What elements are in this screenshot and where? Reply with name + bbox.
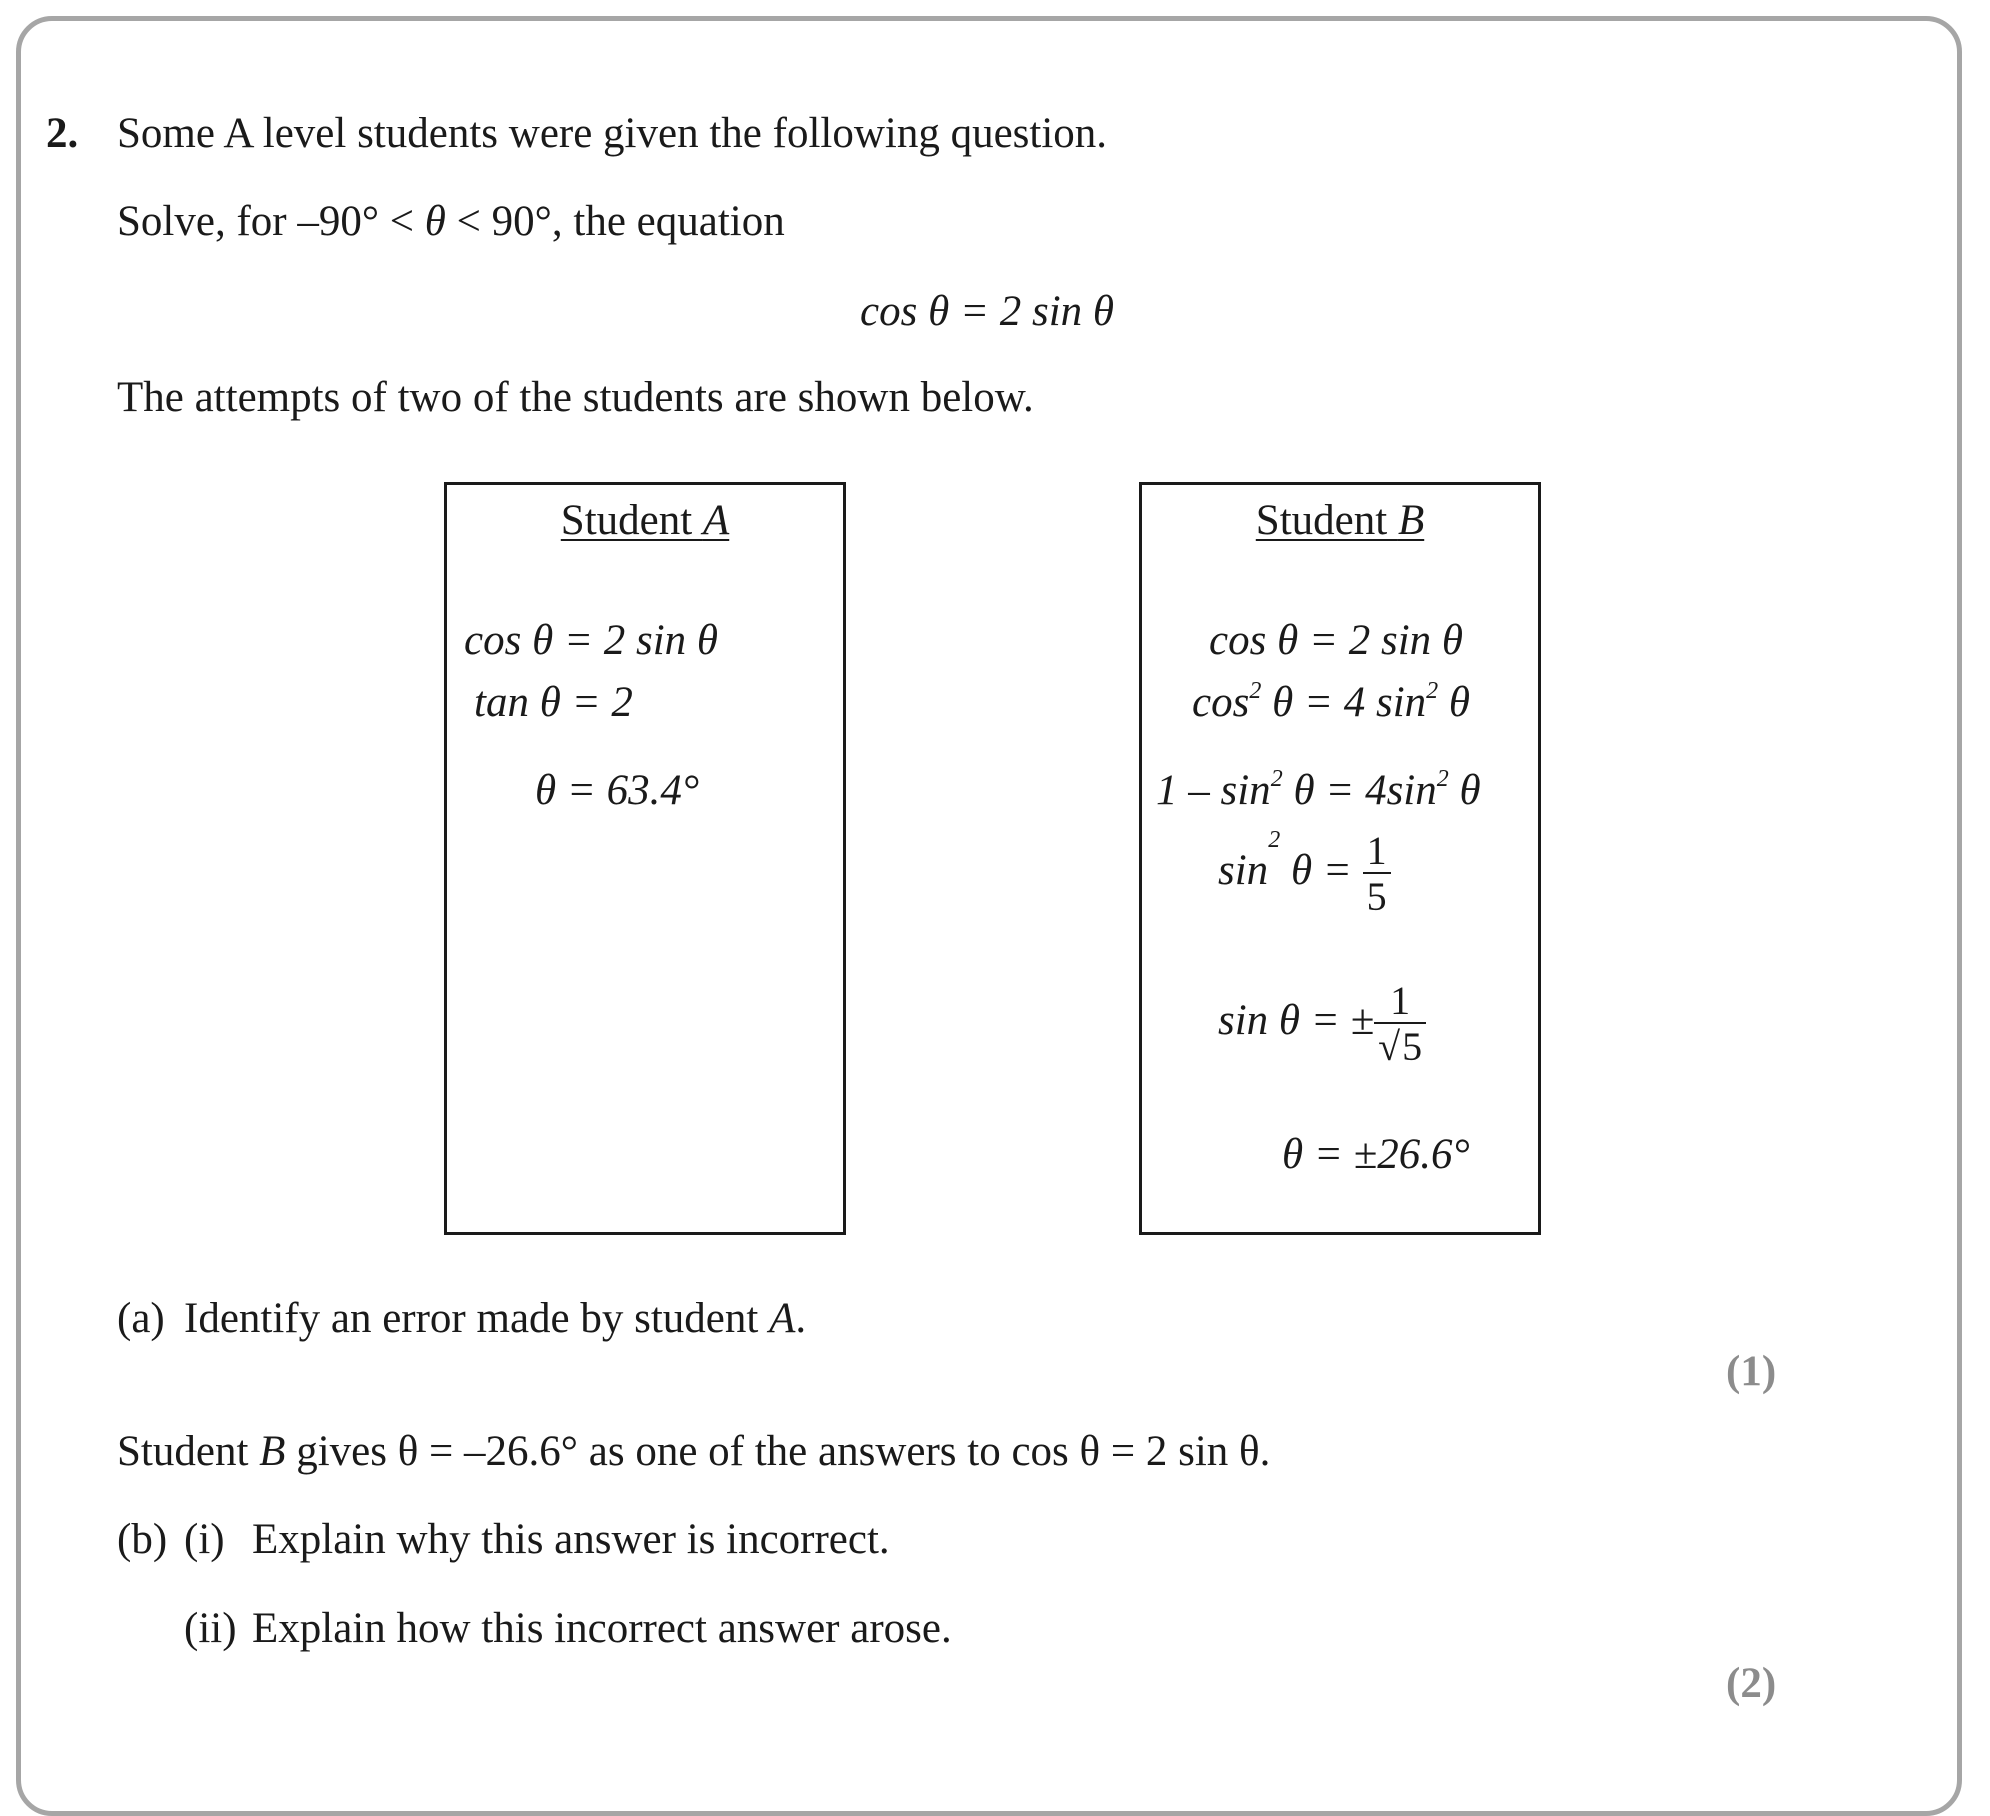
student-b-line-4: $\sin^2 \theta$ = $\frac{1}{5}$ bbox=[1218, 830, 1391, 918]
solve-suffix: < 90°, the equation bbox=[445, 198, 785, 245]
student-a-title: Student A bbox=[560, 497, 730, 544]
student-a-line-3: θ = 63.4° bbox=[535, 767, 700, 814]
solve-instruction bbox=[117, 200, 785, 243]
student-b-line-5: sin θ = ± $\frac{1}{√5}$ bbox=[1218, 980, 1426, 1068]
fraction-one-fifth: $\frac{1}{5}$ bbox=[1363, 830, 1391, 918]
part-b-i-text: Explain why this answer is incorrect. bbox=[252, 1516, 890, 1563]
part-a-marks: (1) bbox=[1726, 1348, 1777, 1395]
question-number: 2. bbox=[46, 110, 79, 157]
student-a-line-2: tan θ = 2 bbox=[474, 679, 633, 726]
part-a-text: Identify an error made by student A. bbox=[184, 1295, 807, 1342]
student-b-statement: Student B gives θ = –26.6° as one of the answers to cos θ = 2 sin θ. bbox=[117, 1428, 1271, 1475]
solve-theta: θ bbox=[424, 198, 446, 245]
student-b-line-6: θ = ±26.6° bbox=[1282, 1131, 1470, 1178]
part-b-ii-label: (ii) bbox=[184, 1605, 237, 1652]
student-a-box bbox=[444, 482, 846, 1235]
part-b-i-label: (i) bbox=[184, 1516, 225, 1563]
attempts-text: The attempts of two of the students are shown below. bbox=[117, 374, 1034, 421]
fraction-one-over-root-five: $\frac{1}{√5}$ bbox=[1374, 980, 1426, 1068]
student-b-title: Student B bbox=[1255, 497, 1425, 544]
question-intro: Some A level students were given the following question. bbox=[117, 110, 1108, 157]
student-b-line-2: $\cos^2 \theta = 4$ $\sin^2 \theta$ bbox=[1192, 678, 1471, 726]
part-b-label: (b) bbox=[117, 1516, 168, 1563]
student-b-line-3: $1 - \sin^2 \theta = 4\sin^2$ θ bbox=[1156, 766, 1481, 814]
part-b-ii-text: Explain how this incorrect answer arose. bbox=[252, 1605, 952, 1652]
student-b-box bbox=[1139, 482, 1541, 1235]
student-a-line-1: cos θ = 2 sin θ bbox=[464, 617, 719, 664]
student-b-line-1: cos θ = 2 sin θ bbox=[1209, 617, 1464, 664]
solve-prefix: Solve, for –90° < bbox=[117, 198, 425, 245]
part-a-label: (a) bbox=[117, 1295, 165, 1342]
main-equation: cos θ = 2 sin θ bbox=[860, 288, 1115, 335]
part-b-marks: (2) bbox=[1726, 1660, 1777, 1707]
